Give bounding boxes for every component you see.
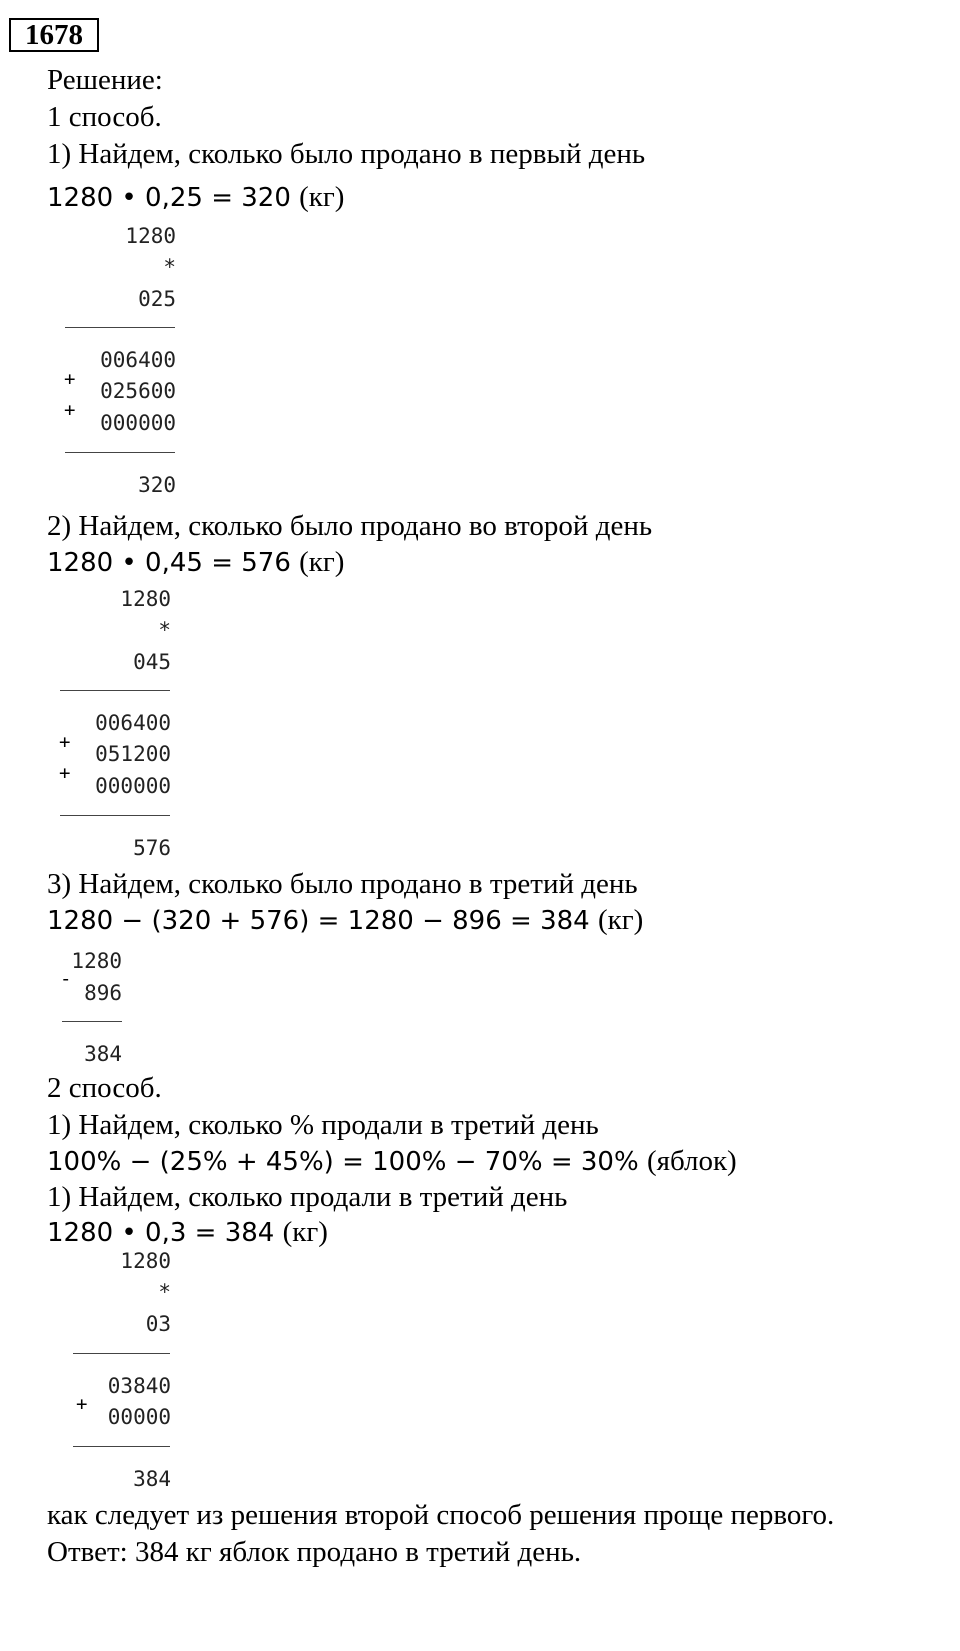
m1-step1-expression: [47, 180, 344, 215]
m2-step2-unit: (кг): [282, 1216, 328, 1248]
m1-step1-unit: (кг): [299, 181, 345, 213]
column-rule: [60, 815, 170, 816]
column-partial: 006400: [100, 348, 176, 372]
column-operator: *: [158, 1280, 171, 1304]
column-multiplier: 03: [145, 1312, 171, 1336]
column-result: 384: [133, 1467, 171, 1491]
m1-step2-text: 2) Найдем, сколько было продано во второй день: [47, 510, 653, 542]
m2-step1-expr: 100% − (25% + 45%) = 100% − 70% = 30%: [47, 1147, 639, 1177]
m1-step3-unit: (кг): [597, 904, 644, 936]
conclusion-text: как следует из решения второй способ решения проще первого.: [47, 1499, 835, 1531]
m1-step3-text: 3) Найдем, сколько было продано в третий день: [47, 868, 638, 900]
column-subtrahend: 896: [84, 981, 122, 1005]
column-top: 1280: [120, 1249, 171, 1273]
m2-step2-text: 1) Найдем, сколько продали в третий день: [47, 1181, 568, 1213]
column-top: 1280: [71, 949, 122, 973]
m1-step3-expr: 1280 − (320 + 576) = 1280 − 896 = 384: [47, 906, 590, 936]
column-result: 384: [84, 1042, 122, 1066]
method1-title: 1 способ.: [47, 101, 162, 133]
solution-heading: Решение:: [47, 64, 163, 96]
m1-step2-expression: [47, 545, 344, 580]
column-rule: [73, 1353, 170, 1354]
column-minus: -: [60, 968, 72, 990]
m1-step2-expr: 1280 • 0,45 = 576: [47, 548, 291, 578]
column-result: 320: [138, 473, 176, 497]
column-rule: [60, 690, 170, 691]
column-rule: [65, 327, 175, 328]
m2-step1-text: 1) Найдем, сколько % продали в третий день: [47, 1109, 599, 1141]
column-plus: +: [76, 1393, 88, 1415]
column-plus: +: [64, 399, 76, 421]
m1-step2-unit: (кг): [299, 546, 345, 578]
column-partial: 000000: [100, 411, 176, 435]
column-plus: +: [59, 731, 71, 753]
column-rule: [62, 1021, 122, 1022]
column-plus: +: [64, 368, 76, 390]
column-partial: 00000: [107, 1405, 171, 1429]
m2-step2-expression: [47, 1215, 328, 1250]
column-operator: *: [158, 618, 171, 642]
method2-title: 2 способ.: [47, 1072, 162, 1104]
m2-step1-unit: (яблок): [646, 1145, 737, 1177]
column-rule: [73, 1446, 170, 1447]
m2-step1-expression: [47, 1144, 737, 1179]
column-partial: 051200: [95, 742, 171, 766]
m1-step3-expression: [47, 903, 643, 938]
column-result: 576: [133, 836, 171, 860]
column-partial: 006400: [95, 711, 171, 735]
column-multiplier: 045: [133, 650, 171, 674]
m2-step2-expr: 1280 • 0,3 = 384: [47, 1218, 275, 1248]
column-plus: +: [59, 762, 71, 784]
column-partial: 03840: [107, 1374, 171, 1398]
column-multiplier: 025: [138, 287, 176, 311]
column-rule: [65, 452, 175, 453]
column-top: 1280: [125, 224, 176, 248]
problem-number: 1678: [9, 18, 99, 52]
m1-step1-text: 1) Найдем, сколько было продано в первый день: [47, 138, 646, 170]
answer-text: Ответ: 384 кг яблок продано в третий день.: [47, 1536, 582, 1568]
m1-step1-expr: 1280 • 0,25 = 320: [47, 183, 291, 213]
column-operator: *: [163, 255, 176, 279]
column-partial: 000000: [95, 774, 171, 798]
column-top: 1280: [120, 587, 171, 611]
column-partial: 025600: [100, 379, 176, 403]
